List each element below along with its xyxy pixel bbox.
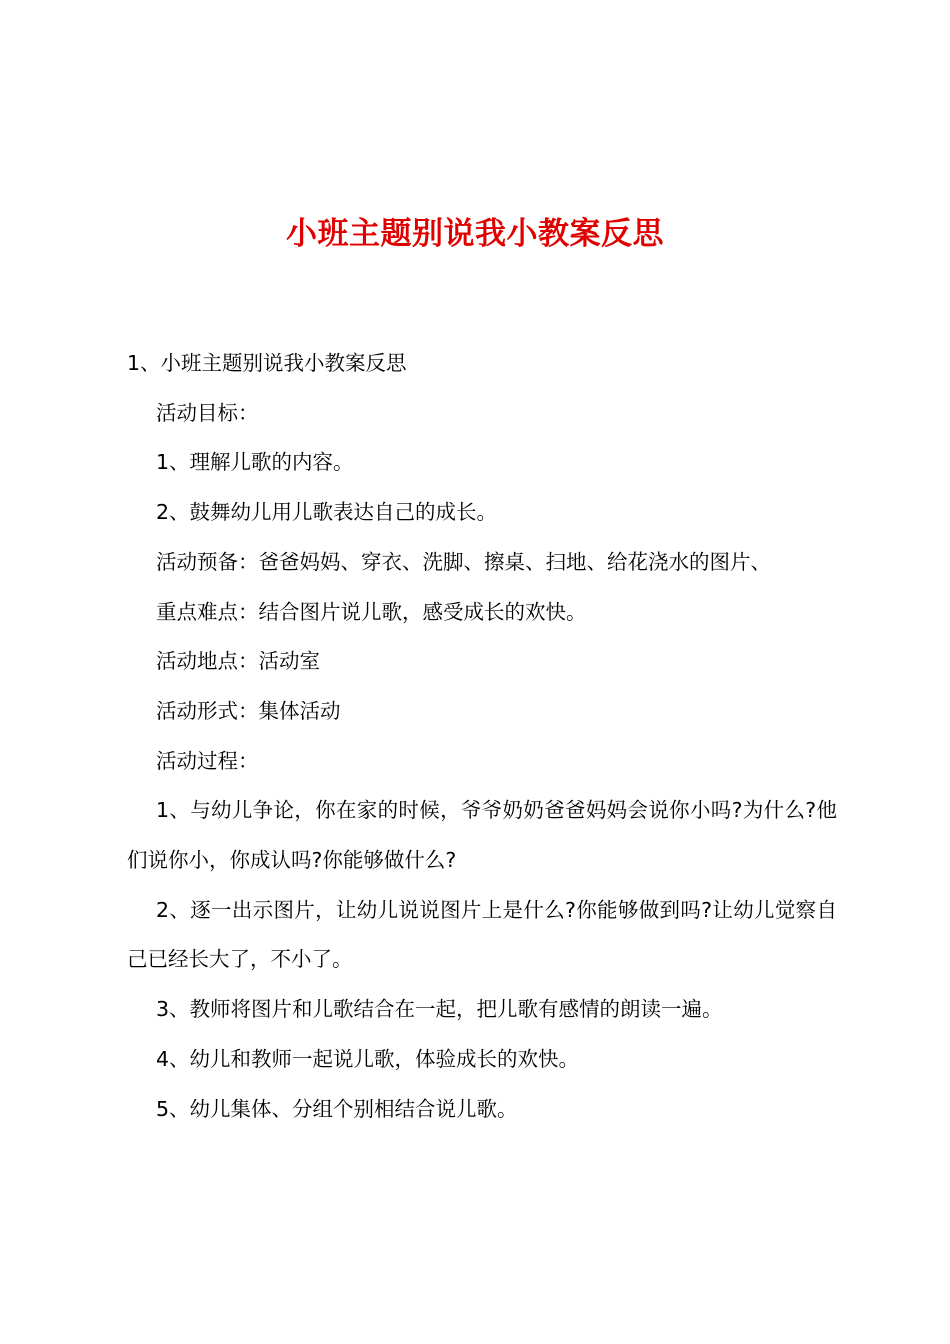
paragraph-goal-1: 1、理解儿歌的内容。 — [156, 450, 354, 475]
paragraph-format: 活动形式：集体活动 — [156, 698, 341, 723]
paragraph-step-5: 5、幼儿集体、分组个别相结合说儿歌。 — [156, 1096, 518, 1121]
paragraph-key-points: 重点难点：结合图片说儿歌，感受成长的欢快。 — [156, 599, 587, 624]
paragraph-process-heading: 活动过程： — [156, 748, 259, 773]
paragraph-step-3: 3、教师将图片和儿歌结合在一起，把儿歌有感情的朗读一遍。 — [156, 997, 723, 1022]
paragraph-preparation: 活动预备：爸爸妈妈、穿衣、洗脚、擦桌、扫地、给花浇水的图片、 — [156, 549, 771, 574]
paragraph-goal-2: 2、鼓舞幼儿用儿歌表达自己的成长。 — [156, 500, 498, 525]
section-heading: 1、小班主题别说我小教案反思 — [127, 351, 407, 375]
paragraph-step-4: 4、幼儿和教师一起说儿歌，体验成长的欢快。 — [156, 1046, 580, 1071]
paragraph-step-1: 1、与幼儿争论，你在家的时候，爷爷奶奶爸爸妈妈会说你小吗?为什么?他们说你小，你成认吗?你能够做什么? — [127, 798, 837, 873]
paragraph-activity-goals: 活动目标： — [156, 400, 259, 425]
document-title: 小班主题别说我小教案反思 — [286, 216, 664, 252]
document-body — [127, 339, 837, 1134]
paragraph-step-2: 2、逐一出示图片，让幼儿说说图片上是什么?你能够做到吗?让幼儿觉察自己已经长大了，不小了。 — [127, 897, 837, 972]
paragraph-location: 活动地点：活动室 — [156, 649, 320, 674]
